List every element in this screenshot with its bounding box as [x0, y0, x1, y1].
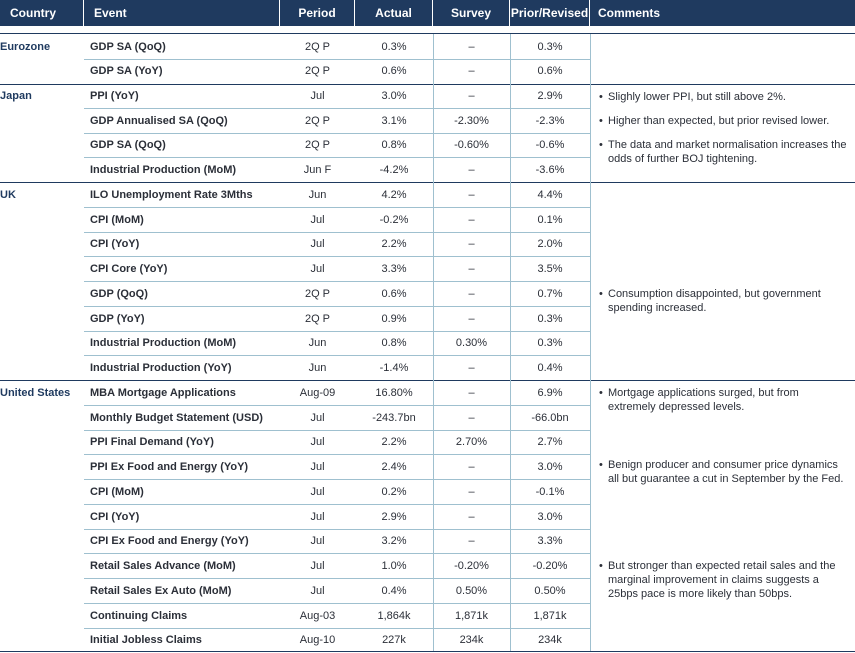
event-cell: PPI Ex Food and Energy (YoY)	[90, 461, 249, 473]
survey-cell: -2.30%	[454, 115, 489, 127]
actual-cell: 0.8%	[381, 337, 407, 349]
period-cell: Jul	[310, 486, 325, 498]
period-cell: Aug-09	[299, 387, 336, 399]
table-row	[0, 84, 590, 108]
actual-cell: -0.2%	[379, 214, 409, 226]
table-row	[0, 628, 590, 652]
prior-cell: 1,871k	[533, 610, 567, 622]
prior-cell: 234k	[538, 634, 562, 646]
survey-cell: –	[468, 90, 475, 102]
prior-cell: 2.9%	[537, 90, 563, 102]
survey-cell: 0.50%	[455, 585, 488, 597]
event-cell: CPI (MoM)	[90, 486, 144, 498]
table-row	[0, 282, 590, 306]
event-cell: Continuing Claims	[90, 610, 188, 622]
actual-cell: 16.80%	[375, 387, 413, 399]
survey-cell: –	[468, 65, 475, 77]
survey-cell: –	[468, 313, 475, 325]
event-cell: GDP (QoQ)	[90, 288, 148, 300]
actual-cell: 0.6%	[381, 288, 407, 300]
actual-cell: 3.1%	[381, 115, 407, 127]
header-comments: Comments	[598, 6, 661, 20]
prior-cell: 0.4%	[537, 362, 563, 374]
table-row	[0, 35, 590, 59]
prior-cell: -3.6%	[535, 164, 565, 176]
period-cell: Jul	[310, 90, 325, 102]
survey-cell: -0.20%	[454, 560, 489, 572]
actual-cell: -243.7bn	[372, 412, 416, 424]
period-cell: Jul	[310, 511, 325, 523]
period-cell: Jul	[310, 535, 325, 547]
bullet-icon: •	[599, 387, 603, 399]
table-row	[0, 331, 590, 355]
table-row	[0, 208, 590, 232]
header-survey: Survey	[433, 0, 510, 26]
survey-cell: –	[468, 486, 475, 498]
prior-cell: 6.9%	[537, 387, 563, 399]
table-row	[0, 529, 590, 553]
actual-cell: 0.3%	[381, 41, 407, 53]
prior-cell: 2.7%	[537, 436, 563, 448]
table-row	[0, 257, 590, 281]
bullet-icon: •	[599, 91, 603, 103]
event-cell: GDP (YoY)	[90, 313, 145, 325]
period-cell: Jul	[310, 412, 325, 424]
table-row	[0, 158, 590, 182]
survey-cell: –	[468, 189, 475, 201]
header-event: Event	[84, 0, 280, 26]
event-cell: GDP SA (QoQ)	[90, 41, 166, 53]
period-cell: Jun F	[303, 164, 332, 176]
survey-cell: –	[468, 461, 475, 473]
event-cell: ILO Unemployment Rate 3Mths	[90, 189, 253, 201]
table-row	[0, 455, 590, 479]
table-row	[0, 59, 590, 83]
survey-cell: –	[468, 164, 475, 176]
table-row	[0, 356, 590, 380]
period-cell: Jun	[308, 337, 327, 349]
actual-cell: 2.9%	[381, 511, 407, 523]
table-row	[0, 480, 590, 504]
comment-japan-gdp: • Higher than expected, but prior revised lower.	[599, 115, 830, 127]
event-cell: CPI (YoY)	[90, 511, 140, 523]
prior-cell: 3.0%	[537, 511, 563, 523]
bullet-icon: •	[599, 139, 603, 151]
event-cell: Retail Sales Ex Auto (MoM)	[90, 585, 232, 597]
table-row	[0, 554, 590, 578]
actual-cell: 1.0%	[381, 560, 407, 572]
survey-cell: –	[468, 238, 475, 250]
period-cell: Jul	[310, 585, 325, 597]
country-uk: UK	[0, 189, 16, 201]
period-cell: Jul	[310, 238, 325, 250]
actual-cell: 0.6%	[381, 65, 407, 77]
event-cell: CPI Core (YoY)	[90, 263, 168, 275]
period-cell: Aug-10	[299, 634, 336, 646]
table-row	[0, 579, 590, 603]
actual-cell: 0.2%	[381, 486, 407, 498]
event-cell: Industrial Production (YoY)	[90, 362, 232, 374]
period-cell: Jun	[308, 362, 327, 374]
header-country: Country	[0, 0, 84, 26]
header-actual: Actual	[355, 0, 433, 26]
comment-us-retail: • But stronger than expected retail sales and the marginal improvement in claims suggests a 25bps pace is more likely than 50bps.	[599, 560, 836, 600]
table-row	[0, 232, 590, 256]
survey-cell: –	[468, 511, 475, 523]
table-header	[0, 0, 855, 26]
period-cell: 2Q P	[304, 313, 331, 325]
column-divider	[510, 34, 511, 651]
table-row	[0, 109, 590, 133]
prior-cell: 3.0%	[537, 461, 563, 473]
table-row	[0, 381, 590, 405]
comment-japan-boj: • The data and market normalisation increases the odds of further BOJ tightening.	[599, 139, 847, 165]
actual-cell: 3.2%	[381, 535, 407, 547]
actual-cell: -1.4%	[379, 362, 409, 374]
table-row	[0, 505, 590, 529]
survey-cell: 0.30%	[455, 337, 488, 349]
survey-cell: 1,871k	[454, 610, 489, 622]
comment-uk-consumption: • Consumption disappointed, but government spending increased.	[599, 288, 821, 314]
actual-cell: 227k	[382, 634, 406, 646]
prior-cell: -0.20%	[532, 560, 568, 572]
prior-cell: 2.0%	[537, 238, 563, 250]
actual-cell: 2.2%	[381, 238, 407, 250]
bullet-icon: •	[599, 560, 603, 572]
actual-cell: -4.2%	[379, 164, 409, 176]
survey-cell: –	[468, 362, 475, 374]
table-row	[0, 133, 590, 157]
event-cell: Monthly Budget Statement (USD)	[90, 412, 263, 424]
survey-cell: –	[468, 412, 475, 424]
survey-cell: –	[468, 263, 475, 275]
comment-japan-ppi: • Slighly lower PPI, but still above 2%.	[599, 91, 786, 103]
header-prior: Prior/Revised	[510, 0, 590, 26]
survey-cell: -0.60%	[454, 139, 489, 151]
actual-cell: 0.8%	[381, 139, 407, 151]
event-cell: PPI Final Demand (YoY)	[90, 436, 214, 448]
survey-cell: –	[468, 288, 475, 300]
prior-cell: -0.6%	[535, 139, 565, 151]
actual-cell: 2.4%	[381, 461, 407, 473]
survey-cell: 2.70%	[455, 436, 488, 448]
period-cell: 2Q P	[304, 115, 331, 127]
prior-cell: 0.1%	[537, 214, 563, 226]
period-cell: Jul	[310, 214, 325, 226]
period-cell: Jul	[310, 436, 325, 448]
table-row	[0, 604, 590, 628]
table-row	[0, 406, 590, 430]
period-cell: 2Q P	[304, 41, 331, 53]
period-cell: 2Q P	[304, 288, 331, 300]
prior-cell: 0.50%	[534, 585, 566, 597]
survey-cell: 234k	[459, 634, 484, 646]
header-divider	[0, 33, 855, 34]
prior-cell: 0.3%	[537, 41, 563, 53]
table-row	[0, 307, 590, 331]
period-cell: 2Q P	[304, 65, 331, 77]
prior-cell: 3.3%	[537, 535, 563, 547]
period-cell: Jun	[308, 189, 327, 201]
prior-cell: -66.0bn	[531, 412, 569, 424]
period-cell: Aug-03	[299, 610, 336, 622]
prior-cell: 0.7%	[537, 288, 563, 300]
survey-cell: –	[468, 214, 475, 226]
country-united-states: United States	[0, 387, 71, 399]
prior-cell: -0.1%	[535, 486, 565, 498]
prior-cell: 4.4%	[537, 189, 563, 201]
period-cell: Jul	[310, 560, 325, 572]
prior-cell: 3.5%	[537, 263, 563, 275]
prior-cell: -2.3%	[535, 115, 565, 127]
header-period: Period	[280, 0, 355, 26]
prior-cell: 0.3%	[537, 313, 563, 325]
bullet-icon: •	[599, 288, 603, 300]
event-cell: MBA Mortgage Applications	[90, 387, 236, 399]
event-cell: Industrial Production (MoM)	[90, 164, 237, 176]
actual-cell: 1,864k	[377, 610, 411, 622]
survey-cell: –	[468, 535, 475, 547]
survey-cell: –	[468, 41, 475, 53]
actual-cell: 2.2%	[381, 436, 407, 448]
event-cell: GDP SA (YoY)	[90, 65, 163, 77]
event-cell: CPI Ex Food and Energy (YoY)	[90, 535, 249, 547]
actual-cell: 0.4%	[381, 585, 407, 597]
event-cell: Initial Jobless Claims	[90, 634, 202, 646]
comment-us-mortgage: • Mortgage applications surged, but from extremely depressed levels.	[599, 387, 799, 413]
event-cell: CPI (MoM)	[90, 214, 144, 226]
period-cell: Jul	[310, 461, 325, 473]
period-cell: Jul	[310, 263, 325, 275]
table-row	[0, 430, 590, 454]
actual-cell: 3.0%	[381, 90, 407, 102]
event-cell: CPI (YoY)	[90, 238, 140, 250]
bullet-icon: •	[599, 115, 603, 127]
event-cell: Industrial Production (MoM)	[90, 337, 237, 349]
prior-cell: 0.3%	[537, 337, 563, 349]
table-row	[0, 183, 590, 207]
actual-cell: 4.2%	[381, 189, 407, 201]
event-cell: Retail Sales Advance (MoM)	[90, 560, 236, 572]
event-cell: GDP SA (QoQ)	[90, 139, 166, 151]
column-divider	[433, 34, 434, 651]
country-eurozone: Eurozone	[0, 41, 51, 53]
actual-cell: 3.3%	[381, 263, 407, 275]
event-cell: PPI (YoY)	[90, 90, 139, 102]
country-japan: Japan	[0, 90, 32, 102]
actual-cell: 0.9%	[381, 313, 407, 325]
comment-us-prices: • Benign producer and consumer price dynamics all but guarantee a cut in September by the Fed.	[599, 459, 844, 485]
period-cell: 2Q P	[304, 139, 331, 151]
column-divider	[590, 34, 591, 651]
survey-cell: –	[468, 387, 475, 399]
bullet-icon: •	[599, 459, 603, 471]
event-cell: GDP Annualised SA (QoQ)	[90, 115, 228, 127]
prior-cell: 0.6%	[537, 65, 563, 77]
